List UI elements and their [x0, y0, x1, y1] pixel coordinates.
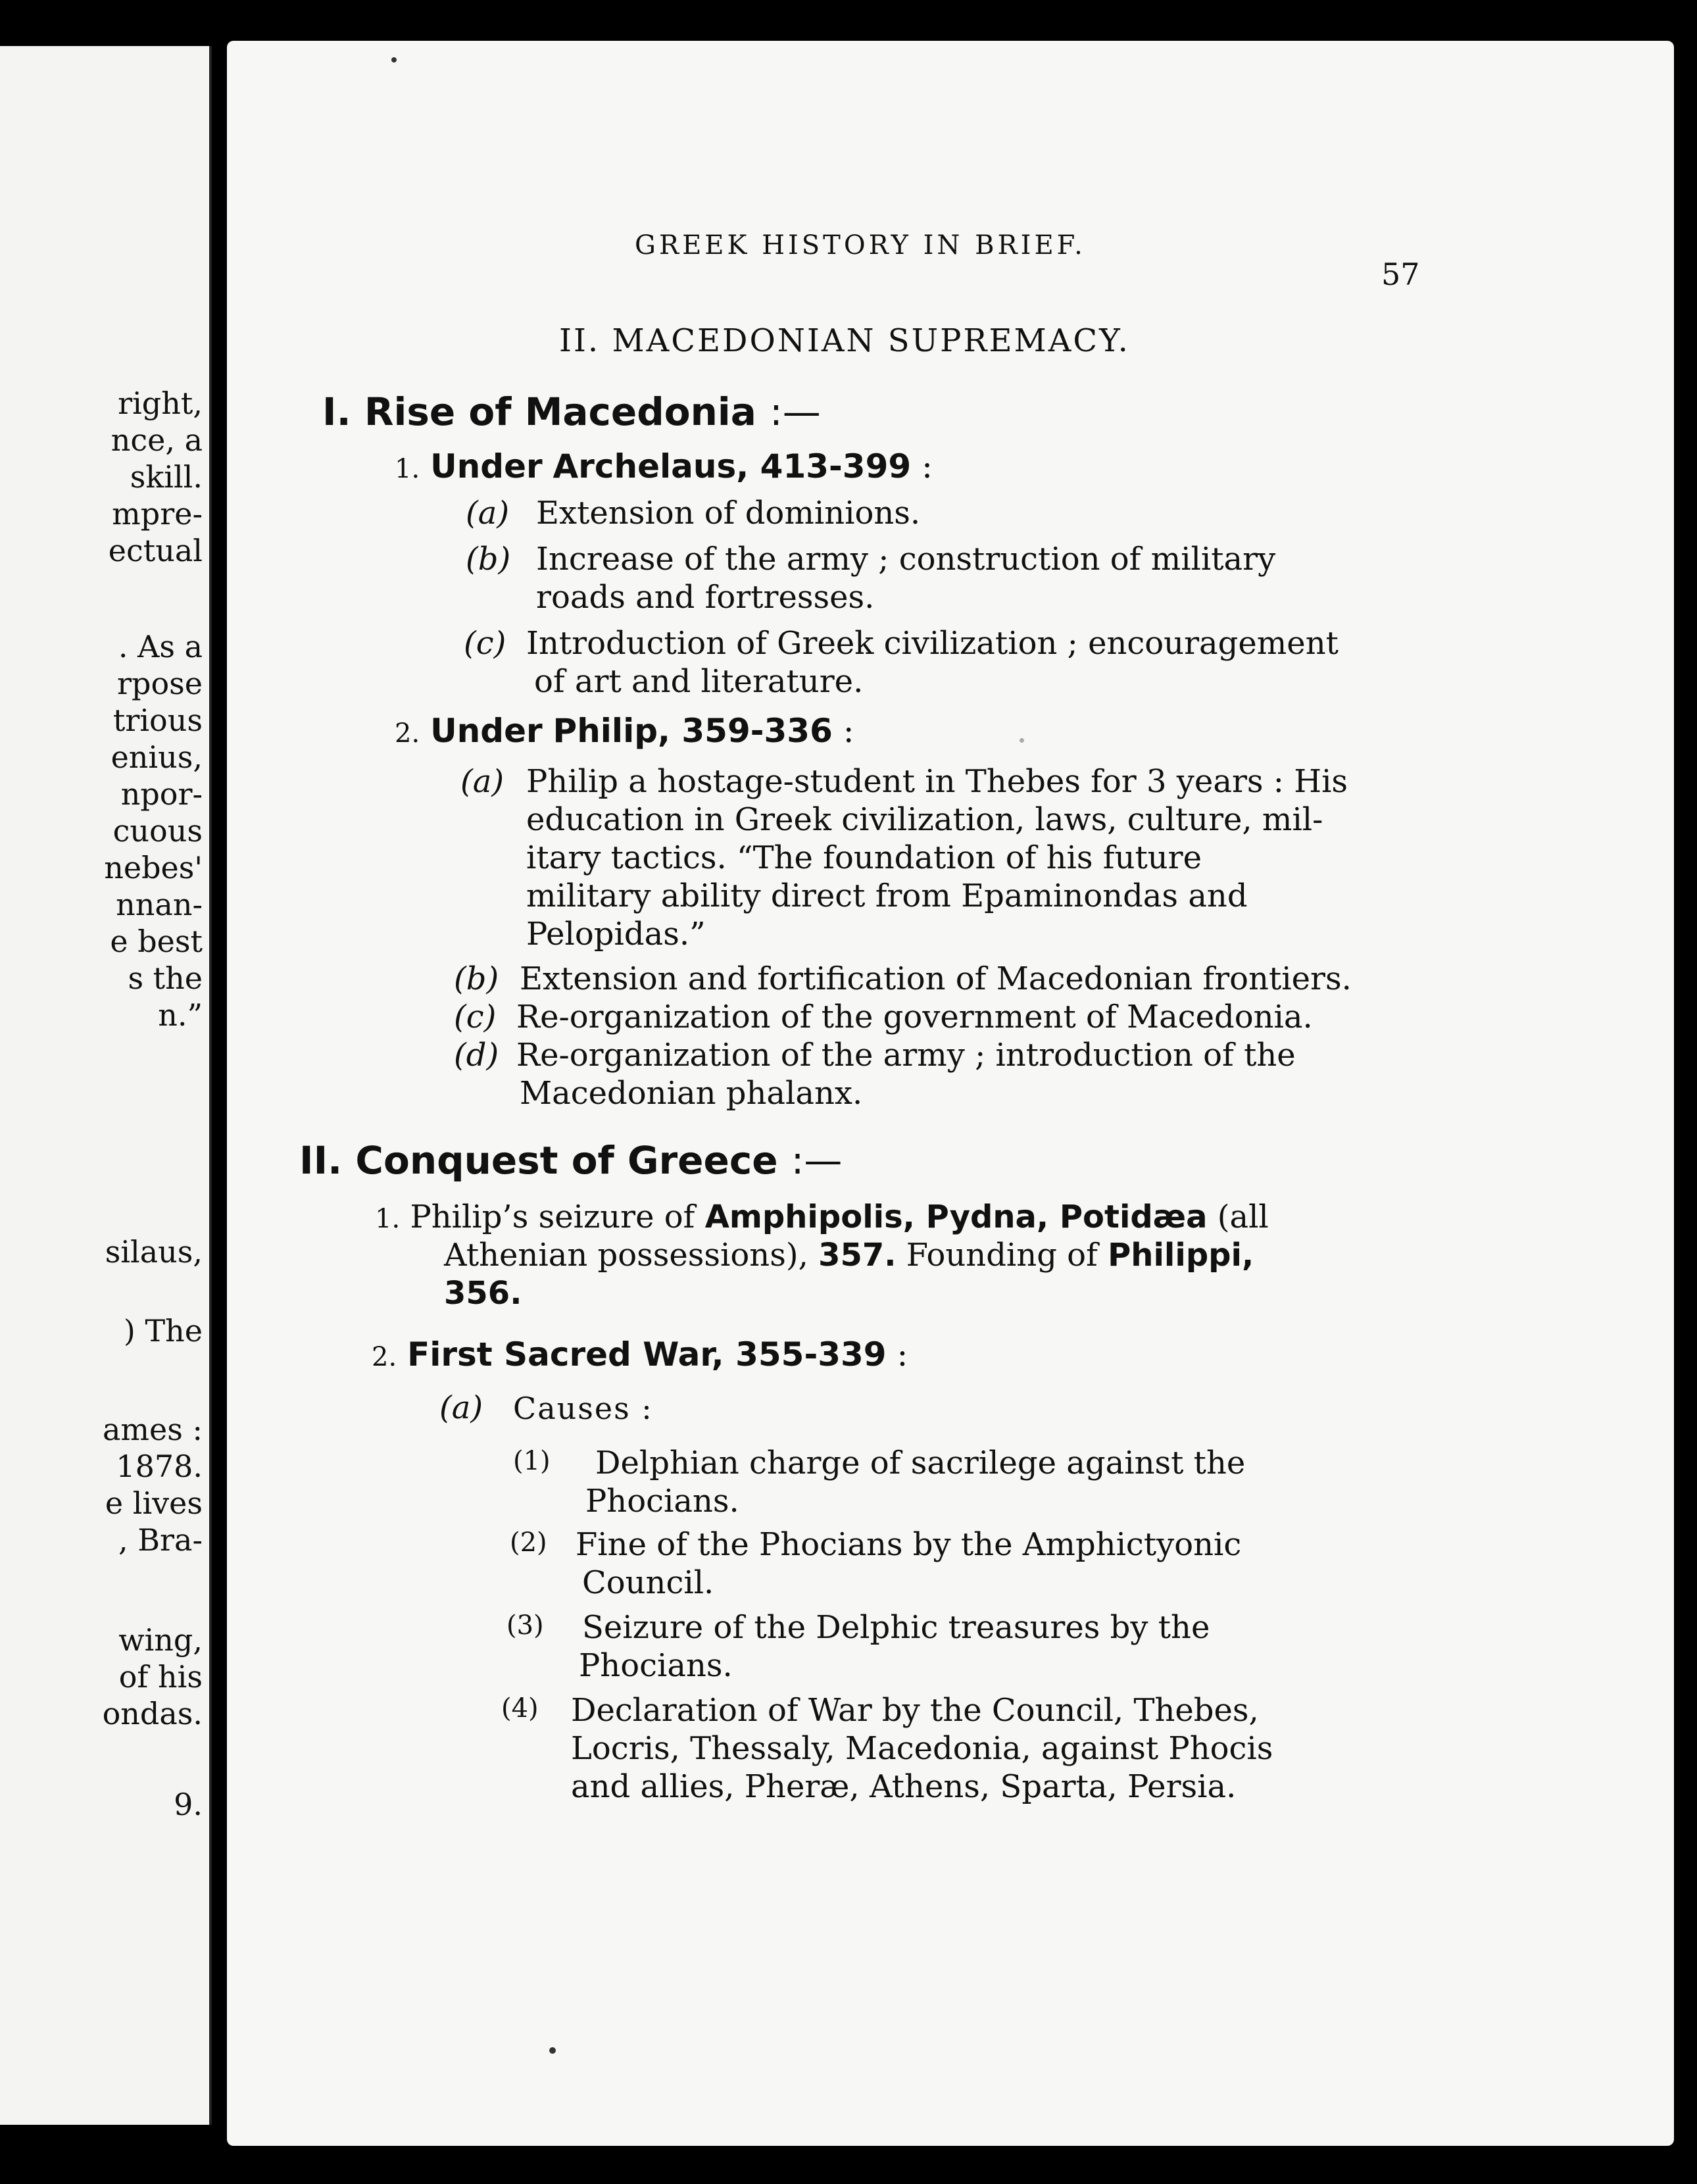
year: 357. — [818, 1237, 897, 1274]
item-label: (a) — [460, 763, 504, 800]
left-page-line: trious — [112, 703, 203, 738]
city-name: Philippi, — [1108, 1237, 1254, 1274]
cause-text: Council. — [582, 1564, 714, 1601]
left-page-line: nnan- — [116, 887, 203, 922]
year: 356. — [444, 1275, 522, 1312]
cause-text: Declaration of War by the Council, Thebes, — [571, 1692, 1259, 1729]
cause-number: (3) — [506, 1610, 544, 1641]
left-facing-page — [0, 46, 212, 2125]
subheading-pre: Under — [430, 447, 543, 485]
item-text: Athenian possessions), — [444, 1237, 808, 1274]
section-tail: :— — [791, 1138, 843, 1183]
item-number: 1. — [395, 454, 420, 484]
item-label: (c) — [454, 999, 497, 1035]
ink-speck — [549, 2047, 556, 2054]
cause-text: Phocians. — [579, 1647, 733, 1684]
left-page-line: ondas. — [102, 1696, 203, 1731]
running-head: GREEK HISTORY IN BRIEF. — [635, 230, 1086, 261]
item-label: (c) — [464, 625, 506, 662]
item-label: (d) — [454, 1037, 499, 1074]
left-page-line: cuous — [112, 813, 203, 849]
ink-speck — [391, 57, 397, 62]
item-text: Philip’s seizure of — [410, 1199, 695, 1235]
left-page-line: skill. — [130, 459, 203, 495]
ink-speck — [1020, 738, 1024, 743]
subheading-philip — [395, 712, 854, 750]
left-page-line: nce, a — [111, 422, 203, 458]
item-text: itary tactics. “The foundation of his future — [526, 839, 1202, 876]
item-label: (b) — [466, 541, 511, 578]
item-number: 2. — [372, 1342, 397, 1372]
subheading-archelaus — [395, 447, 933, 485]
left-page-line: right, — [118, 385, 203, 421]
left-page-line: npor- — [120, 776, 203, 812]
section-numeral: II. — [299, 1138, 343, 1183]
item-text: education in Greek civilization, laws, culture, mil- — [526, 801, 1323, 838]
item-text: of art and literature. — [534, 663, 864, 700]
cause-text: and allies, Pheræ, Athens, Sparta, Persia. — [571, 1768, 1237, 1805]
item-text: roads and fortresses. — [536, 579, 875, 616]
item-text: Founding of — [906, 1237, 1098, 1274]
subheading-name: First Sacred War, 355-339 — [407, 1335, 887, 1374]
cause-text: Delphian charge of sacrilege against the — [595, 1445, 1246, 1481]
left-page-line: 9. — [174, 1787, 203, 1822]
section-heading-rise-of-macedonia — [322, 389, 821, 434]
subheading-tail: : — [922, 447, 933, 485]
left-page-line: s the — [128, 960, 203, 996]
item-label: (a) — [439, 1389, 483, 1426]
item-text: (all — [1217, 1199, 1269, 1235]
item-text: Extension and fortification of Macedonian frontiers. — [520, 960, 1352, 997]
item-label: (b) — [454, 960, 499, 997]
item-text: Macedonian phalanx. — [520, 1075, 863, 1112]
section-title: Rise of Macedonia — [364, 389, 756, 434]
left-page-line: 1878. — [116, 1449, 203, 1484]
section-numeral: I. — [322, 389, 351, 434]
item-text: Philip a hostage-student in Thebes for 3 years : His — [526, 763, 1348, 800]
page-number: 57 — [1381, 257, 1420, 292]
left-page-line: mpre- — [112, 496, 203, 532]
cause-text: Phocians. — [585, 1483, 739, 1520]
item-text: Re-organization of the army ; introduction of the — [516, 1037, 1296, 1074]
conquest-item-1-line-2 — [444, 1237, 1254, 1274]
item-text: Pelopidas.” — [526, 916, 706, 953]
section-heading-conquest-of-greece — [299, 1138, 842, 1183]
subheading-name: Archelaus, 413-399 — [553, 447, 912, 485]
left-page-line: ectual — [108, 533, 203, 568]
left-page-line: n.” — [158, 997, 203, 1033]
left-page-line: , Bra- — [118, 1522, 203, 1558]
left-page-line: silaus, — [105, 1234, 203, 1270]
left-page-line: enius, — [111, 739, 203, 775]
item-label: (a) — [466, 495, 510, 532]
left-page-line: of his — [118, 1659, 203, 1695]
cause-number: (2) — [510, 1527, 547, 1558]
item-text: Extension of dominions. — [536, 495, 921, 532]
cause-text: Fine of the Phocians by the Amphictyonic — [576, 1526, 1242, 1563]
left-page-line: e best — [110, 924, 203, 959]
left-page-line: rpose — [117, 666, 203, 701]
section-tail: :— — [770, 389, 821, 434]
left-page-line: wing, — [118, 1622, 203, 1658]
place-names: Amphipolis, Pydna, Potidæa — [704, 1199, 1208, 1235]
subheading-tail: : — [843, 712, 854, 750]
left-page-line: ) The — [123, 1313, 203, 1349]
conquest-item-1-line-1 — [375, 1199, 1269, 1235]
causes-heading: Causes : — [513, 1391, 653, 1426]
item-number: 1. — [375, 1204, 401, 1234]
chapter-title: II. MACEDONIAN SUPREMACY. — [559, 322, 1130, 359]
left-page-line: ames : — [103, 1412, 203, 1447]
section-title: Conquest of Greece — [355, 1138, 778, 1183]
cause-text: Locris, Thessaly, Macedonia, against Phocis — [571, 1730, 1273, 1767]
subheading-tail: : — [897, 1335, 908, 1374]
item-text: military ability direct from Epaminondas and — [526, 878, 1248, 914]
item-text: Re-organization of the government of Macedonia. — [516, 999, 1313, 1035]
left-page-line: nebes' — [104, 850, 203, 885]
cause-number: (1) — [513, 1446, 551, 1476]
left-page-line: . As a — [118, 629, 203, 664]
subheading-first-sacred-war — [372, 1335, 908, 1374]
left-page-line: e lives — [105, 1485, 203, 1521]
cause-number: (4) — [501, 1693, 539, 1724]
subheading-pre: Under — [430, 712, 543, 750]
item-text: Introduction of Greek civilization ; encouragement — [526, 625, 1339, 662]
cause-text: Seizure of the Delphic treasures by the — [582, 1609, 1210, 1646]
item-text: Increase of the army ; construction of military — [536, 541, 1276, 578]
subheading-name: Philip, 359-336 — [553, 712, 833, 750]
item-number: 2. — [395, 718, 420, 749]
